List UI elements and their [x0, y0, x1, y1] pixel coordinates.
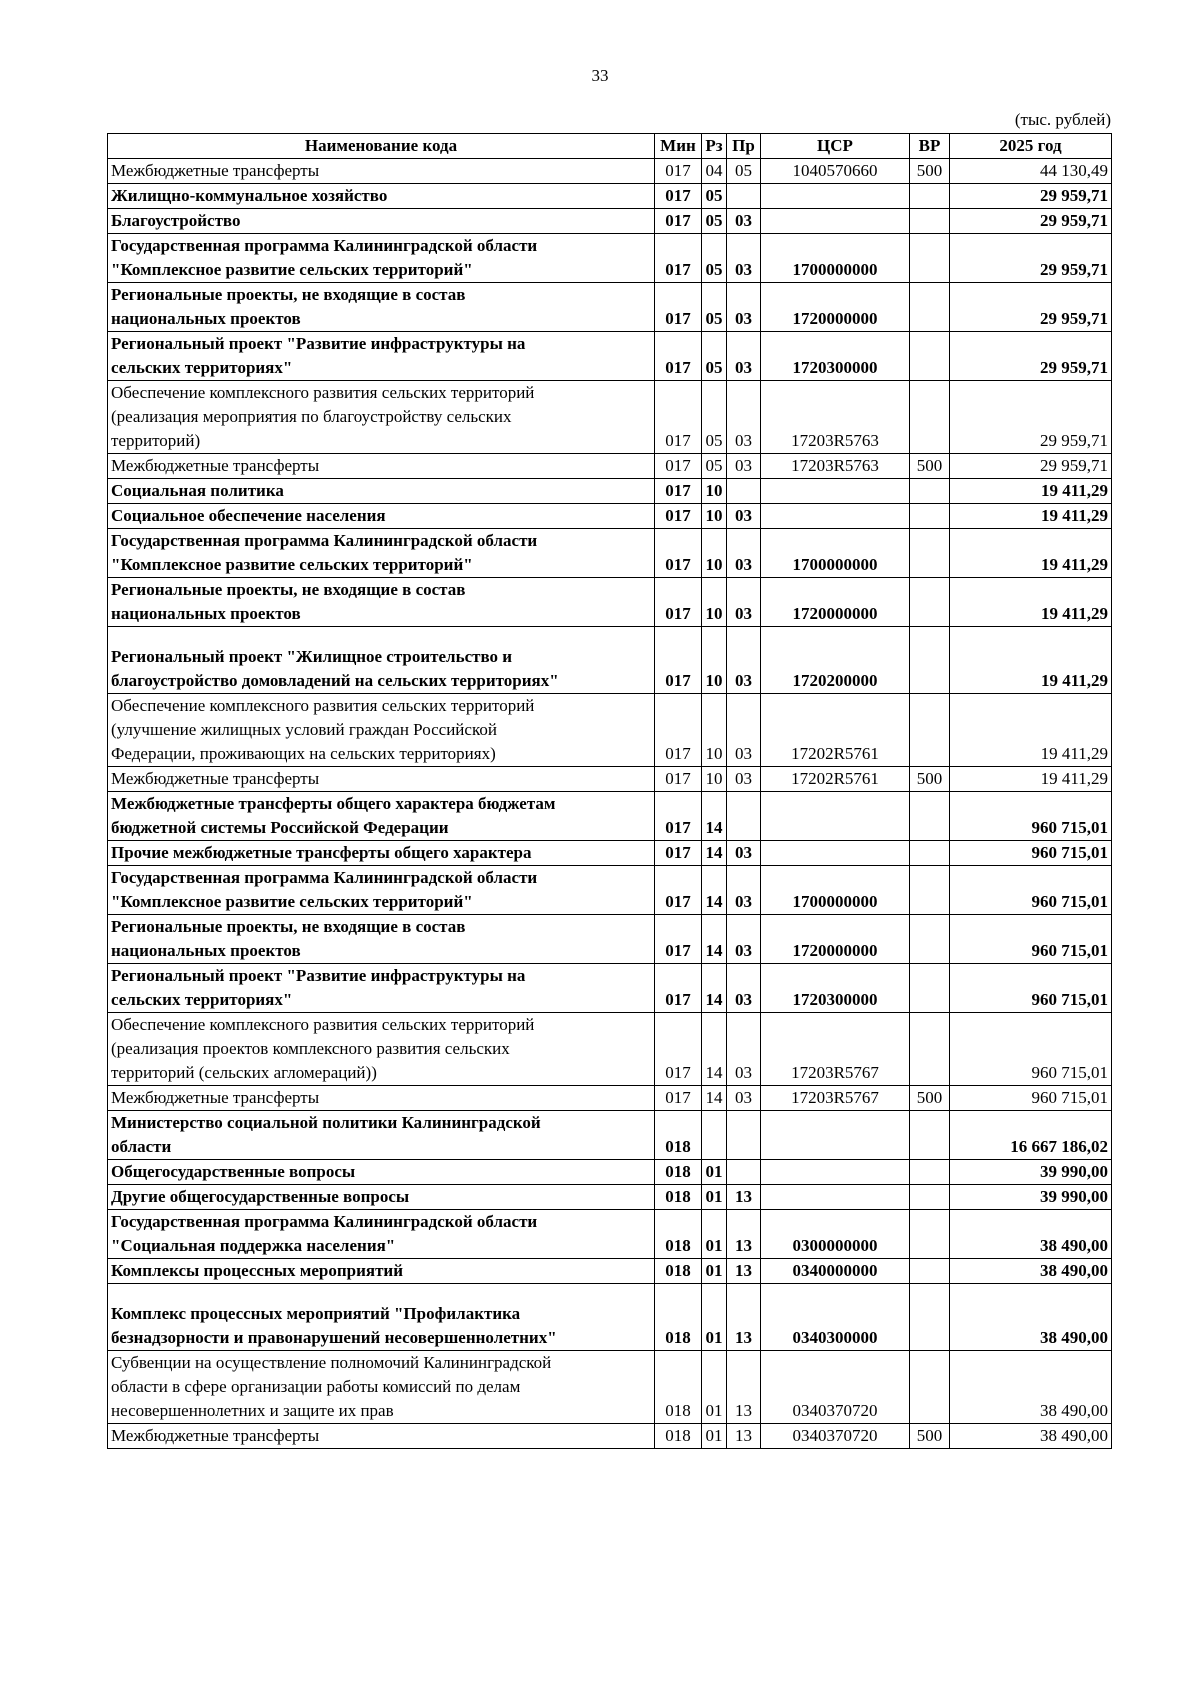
cell-pr [727, 184, 761, 209]
cell-pr: 13 [727, 1424, 761, 1449]
cell-min: 017 [655, 209, 702, 234]
cell-rz: 10 [702, 578, 727, 627]
cell-vr [910, 1351, 950, 1424]
cell-min: 017 [655, 479, 702, 504]
table-row [108, 1351, 1112, 1424]
page-number: 33 [591, 66, 609, 85]
cell-name: Прочие межбюджетные трансферты общего характера [108, 841, 655, 866]
table-row [108, 159, 1112, 184]
cell-vr [910, 381, 950, 454]
table-row [108, 1086, 1112, 1111]
table-row [108, 694, 1112, 767]
cell-name: Региональные проекты, не входящие в состав национальных проектов [108, 915, 655, 964]
cell-min: 017 [655, 627, 702, 694]
cell-min: 017 [655, 694, 702, 767]
cell-pr: 13 [727, 1351, 761, 1424]
table-row [108, 1284, 1112, 1351]
cell-csr: 1720000000 [761, 578, 910, 627]
cell-vr: 500 [910, 767, 950, 792]
cell-csr: 17202R5761 [761, 694, 910, 767]
cell-pr: 13 [727, 1210, 761, 1259]
cell-vr [910, 529, 950, 578]
table-row [108, 184, 1112, 209]
cell-name: Региональный проект "Развитие инфраструктуры на сельских территориях" [108, 964, 655, 1013]
cell-min: 017 [655, 792, 702, 841]
cell-min: 017 [655, 767, 702, 792]
cell-name: Комплексы процессных мероприятий [108, 1259, 655, 1284]
cell-name: Общегосударственные вопросы [108, 1160, 655, 1185]
cell-name: Межбюджетные трансферты [108, 1424, 655, 1449]
cell-sum: 29 959,71 [950, 184, 1112, 209]
table-row [108, 332, 1112, 381]
cell-sum: 38 490,00 [950, 1259, 1112, 1284]
cell-pr: 03 [727, 504, 761, 529]
cell-sum: 39 990,00 [950, 1160, 1112, 1185]
cell-csr: 1720300000 [761, 332, 910, 381]
cell-name: Государственная программа Калининградской области "Комплексное развитие сельских территорий" [108, 866, 655, 915]
cell-pr: 13 [727, 1259, 761, 1284]
cell-vr [910, 1111, 950, 1160]
cell-rz: 05 [702, 283, 727, 332]
cell-sum: 19 411,29 [950, 578, 1112, 627]
cell-sum: 960 715,01 [950, 1086, 1112, 1111]
cell-vr [910, 1160, 950, 1185]
table-row [108, 964, 1112, 1013]
cell-vr [910, 1284, 950, 1351]
cell-min: 017 [655, 234, 702, 283]
cell-sum: 19 411,29 [950, 479, 1112, 504]
cell-min: 018 [655, 1185, 702, 1210]
cell-vr [910, 1013, 950, 1086]
cell-rz: 14 [702, 1086, 727, 1111]
cell-vr [910, 1259, 950, 1284]
cell-name: Обеспечение комплексного развития сельских территорий (улучшение жилищных условий граждан Российской Федерации, проживающих на сельских территориях) [108, 694, 655, 767]
cell-csr [761, 209, 910, 234]
cell-sum: 960 715,01 [950, 792, 1112, 841]
table-row [108, 627, 1112, 694]
cell-sum: 29 959,71 [950, 454, 1112, 479]
header-min: Мин [655, 134, 702, 159]
cell-vr [910, 184, 950, 209]
cell-min: 017 [655, 866, 702, 915]
cell-rz: 01 [702, 1259, 727, 1284]
cell-sum: 19 411,29 [950, 627, 1112, 694]
cell-sum: 38 490,00 [950, 1210, 1112, 1259]
cell-pr: 03 [727, 578, 761, 627]
table-row [108, 209, 1112, 234]
cell-vr [910, 479, 950, 504]
cell-csr: 17203R5767 [761, 1086, 910, 1111]
cell-sum: 29 959,71 [950, 283, 1112, 332]
cell-vr [910, 504, 950, 529]
cell-rz: 05 [702, 184, 727, 209]
cell-min: 017 [655, 529, 702, 578]
cell-vr [910, 964, 950, 1013]
cell-min: 018 [655, 1210, 702, 1259]
cell-rz: 05 [702, 332, 727, 381]
cell-min: 017 [655, 1086, 702, 1111]
cell-pr: 03 [727, 332, 761, 381]
cell-rz: 05 [702, 381, 727, 454]
cell-csr: 0340000000 [761, 1259, 910, 1284]
cell-csr [761, 184, 910, 209]
cell-vr [910, 694, 950, 767]
cell-min: 017 [655, 454, 702, 479]
table-row [108, 578, 1112, 627]
cell-csr: 0340370720 [761, 1351, 910, 1424]
cell-pr: 03 [727, 841, 761, 866]
cell-pr [727, 792, 761, 841]
cell-sum: 960 715,01 [950, 964, 1112, 1013]
cell-name: Межбюджетные трансферты [108, 454, 655, 479]
cell-vr [910, 283, 950, 332]
cell-csr [761, 1185, 910, 1210]
table-header-row [108, 134, 1112, 159]
cell-min: 018 [655, 1111, 702, 1160]
cell-sum: 29 959,71 [950, 332, 1112, 381]
budget-table [107, 133, 1112, 1449]
cell-sum: 44 130,49 [950, 159, 1112, 184]
table-row [108, 792, 1112, 841]
cell-vr: 500 [910, 1424, 950, 1449]
cell-min: 017 [655, 184, 702, 209]
cell-rz: 01 [702, 1284, 727, 1351]
cell-min: 017 [655, 915, 702, 964]
cell-pr [727, 1111, 761, 1160]
cell-pr: 03 [727, 454, 761, 479]
table-row [108, 1210, 1112, 1259]
cell-name: Жилищно-коммунальное хозяйство [108, 184, 655, 209]
cell-csr: 1720200000 [761, 627, 910, 694]
cell-sum: 960 715,01 [950, 866, 1112, 915]
cell-name: Государственная программа Калининградской области "Комплексное развитие сельских территорий" [108, 529, 655, 578]
table-row [108, 234, 1112, 283]
cell-pr: 03 [727, 283, 761, 332]
cell-rz: 14 [702, 1013, 727, 1086]
table-row [108, 866, 1112, 915]
cell-name: Региональные проекты, не входящие в состав национальных проектов [108, 578, 655, 627]
cell-name: Межбюджетные трансферты [108, 767, 655, 792]
table-row [108, 504, 1112, 529]
cell-rz: 01 [702, 1160, 727, 1185]
cell-sum: 38 490,00 [950, 1424, 1112, 1449]
cell-rz: 10 [702, 767, 727, 792]
table-row [108, 1160, 1112, 1185]
cell-name: Обеспечение комплексного развития сельских территорий (реализация мероприятия по благоустройству сельских территорий) [108, 381, 655, 454]
table-row [108, 529, 1112, 578]
cell-vr [910, 792, 950, 841]
cell-rz: 05 [702, 209, 727, 234]
cell-csr: 17203R5763 [761, 454, 910, 479]
cell-min: 018 [655, 1160, 702, 1185]
table-row [108, 915, 1112, 964]
cell-name: Межбюджетные трансферты [108, 1086, 655, 1111]
cell-name: Социальное обеспечение населения [108, 504, 655, 529]
cell-sum: 960 715,01 [950, 915, 1112, 964]
cell-vr [910, 915, 950, 964]
cell-pr: 03 [727, 209, 761, 234]
cell-vr [910, 578, 950, 627]
header-sum: 2025 год [950, 134, 1112, 159]
cell-name: Обеспечение комплексного развития сельских территорий (реализация проектов комплексного развития сельских территорий (сельских агломераций)) [108, 1013, 655, 1086]
cell-min: 018 [655, 1424, 702, 1449]
cell-pr [727, 479, 761, 504]
cell-vr [910, 209, 950, 234]
header-rz: Рз [702, 134, 727, 159]
cell-min: 017 [655, 578, 702, 627]
cell-pr: 03 [727, 381, 761, 454]
cell-name: Региональный проект "Развитие инфраструктуры на сельских территориях" [108, 332, 655, 381]
cell-rz: 01 [702, 1424, 727, 1449]
cell-min: 017 [655, 964, 702, 1013]
cell-rz: 05 [702, 234, 727, 283]
cell-vr [910, 866, 950, 915]
cell-pr: 03 [727, 866, 761, 915]
cell-sum: 19 411,29 [950, 504, 1112, 529]
cell-pr: 03 [727, 234, 761, 283]
cell-pr: 03 [727, 915, 761, 964]
table-row [108, 1185, 1112, 1210]
cell-pr: 03 [727, 694, 761, 767]
cell-csr [761, 841, 910, 866]
cell-rz: 14 [702, 866, 727, 915]
cell-csr [761, 1160, 910, 1185]
cell-csr [761, 792, 910, 841]
cell-csr: 1720000000 [761, 915, 910, 964]
header-csr: ЦСР [761, 134, 910, 159]
table-row [108, 454, 1112, 479]
cell-sum: 16 667 186,02 [950, 1111, 1112, 1160]
cell-rz: 14 [702, 915, 727, 964]
cell-rz: 10 [702, 529, 727, 578]
cell-pr: 03 [727, 529, 761, 578]
cell-pr: 03 [727, 627, 761, 694]
cell-rz [702, 1111, 727, 1160]
cell-rz: 04 [702, 159, 727, 184]
cell-vr [910, 841, 950, 866]
cell-name: Региональные проекты, не входящие в состав национальных проектов [108, 283, 655, 332]
cell-rz: 14 [702, 964, 727, 1013]
table-row [108, 1259, 1112, 1284]
table-row [108, 283, 1112, 332]
table-row [108, 479, 1112, 504]
cell-vr [910, 1210, 950, 1259]
units-label: (тыс. рублей) [1014, 110, 1111, 129]
cell-min: 017 [655, 504, 702, 529]
cell-csr [761, 479, 910, 504]
cell-csr [761, 1111, 910, 1160]
cell-sum: 29 959,71 [950, 234, 1112, 283]
cell-min: 017 [655, 381, 702, 454]
cell-name: Региональный проект "Жилищное строительство и благоустройство домовладений на сельских территориях" [108, 627, 655, 694]
cell-name: Министерство социальной политики Калининградской области [108, 1111, 655, 1160]
cell-min: 017 [655, 841, 702, 866]
cell-rz: 10 [702, 627, 727, 694]
cell-csr: 0300000000 [761, 1210, 910, 1259]
cell-vr [910, 234, 950, 283]
cell-rz: 10 [702, 694, 727, 767]
cell-csr: 1700000000 [761, 234, 910, 283]
cell-sum: 19 411,29 [950, 694, 1112, 767]
cell-csr: 17203R5763 [761, 381, 910, 454]
cell-pr: 05 [727, 159, 761, 184]
header-pr: Пр [727, 134, 761, 159]
cell-csr: 0340300000 [761, 1284, 910, 1351]
header-vr: ВР [910, 134, 950, 159]
cell-rz: 10 [702, 504, 727, 529]
cell-name: Государственная программа Калининградской области "Социальная поддержка населения" [108, 1210, 655, 1259]
cell-csr: 1700000000 [761, 866, 910, 915]
cell-name: Комплекс процессных мероприятий "Профилактика безнадзорности и правонарушений несовершеннолетних" [108, 1284, 655, 1351]
cell-pr: 13 [727, 1185, 761, 1210]
cell-name: Благоустройство [108, 209, 655, 234]
cell-sum: 29 959,71 [950, 381, 1112, 454]
table-row [108, 1013, 1112, 1086]
cell-name: Межбюджетные трансферты общего характера бюджетам бюджетной системы Российской Федерации [108, 792, 655, 841]
cell-csr: 1720000000 [761, 283, 910, 332]
cell-csr: 17202R5761 [761, 767, 910, 792]
cell-name: Межбюджетные трансферты [108, 159, 655, 184]
cell-name: Другие общегосударственные вопросы [108, 1185, 655, 1210]
cell-min: 017 [655, 159, 702, 184]
cell-rz: 01 [702, 1351, 727, 1424]
cell-rz: 14 [702, 841, 727, 866]
cell-csr: 0340370720 [761, 1424, 910, 1449]
table-row [108, 1111, 1112, 1160]
cell-sum: 39 990,00 [950, 1185, 1112, 1210]
cell-pr [727, 1160, 761, 1185]
cell-csr: 1040570660 [761, 159, 910, 184]
table-row [108, 767, 1112, 792]
cell-csr: 1700000000 [761, 529, 910, 578]
table-row [108, 841, 1112, 866]
cell-min: 017 [655, 283, 702, 332]
cell-sum: 38 490,00 [950, 1284, 1112, 1351]
cell-vr: 500 [910, 159, 950, 184]
cell-name: Социальная политика [108, 479, 655, 504]
cell-sum: 29 959,71 [950, 209, 1112, 234]
cell-pr: 03 [727, 964, 761, 1013]
cell-min: 018 [655, 1351, 702, 1424]
cell-rz: 01 [702, 1210, 727, 1259]
cell-rz: 10 [702, 479, 727, 504]
cell-sum: 38 490,00 [950, 1351, 1112, 1424]
cell-name: Государственная программа Калининградской области "Комплексное развитие сельских территорий" [108, 234, 655, 283]
cell-vr [910, 1185, 950, 1210]
cell-sum: 19 411,29 [950, 767, 1112, 792]
cell-min: 017 [655, 1013, 702, 1086]
cell-rz: 14 [702, 792, 727, 841]
cell-sum: 19 411,29 [950, 529, 1112, 578]
cell-csr: 1720300000 [761, 964, 910, 1013]
cell-name: Субвенции на осуществление полномочий Калининградской области в сфере организации работы комиссий по делам несовершеннолетних и защите их прав [108, 1351, 655, 1424]
table-row [108, 381, 1112, 454]
cell-sum: 960 715,01 [950, 1013, 1112, 1086]
cell-vr: 500 [910, 1086, 950, 1111]
header-name: Наименование кода [108, 134, 655, 159]
cell-csr: 17203R5767 [761, 1013, 910, 1086]
cell-vr [910, 627, 950, 694]
cell-min: 018 [655, 1284, 702, 1351]
cell-min: 018 [655, 1259, 702, 1284]
cell-pr: 13 [727, 1284, 761, 1351]
cell-pr: 03 [727, 1086, 761, 1111]
cell-min: 017 [655, 332, 702, 381]
cell-rz: 01 [702, 1185, 727, 1210]
cell-vr: 500 [910, 454, 950, 479]
cell-rz: 05 [702, 454, 727, 479]
cell-csr [761, 504, 910, 529]
table-row [108, 1424, 1112, 1449]
cell-pr: 03 [727, 767, 761, 792]
cell-pr: 03 [727, 1013, 761, 1086]
cell-sum: 960 715,01 [950, 841, 1112, 866]
cell-vr [910, 332, 950, 381]
